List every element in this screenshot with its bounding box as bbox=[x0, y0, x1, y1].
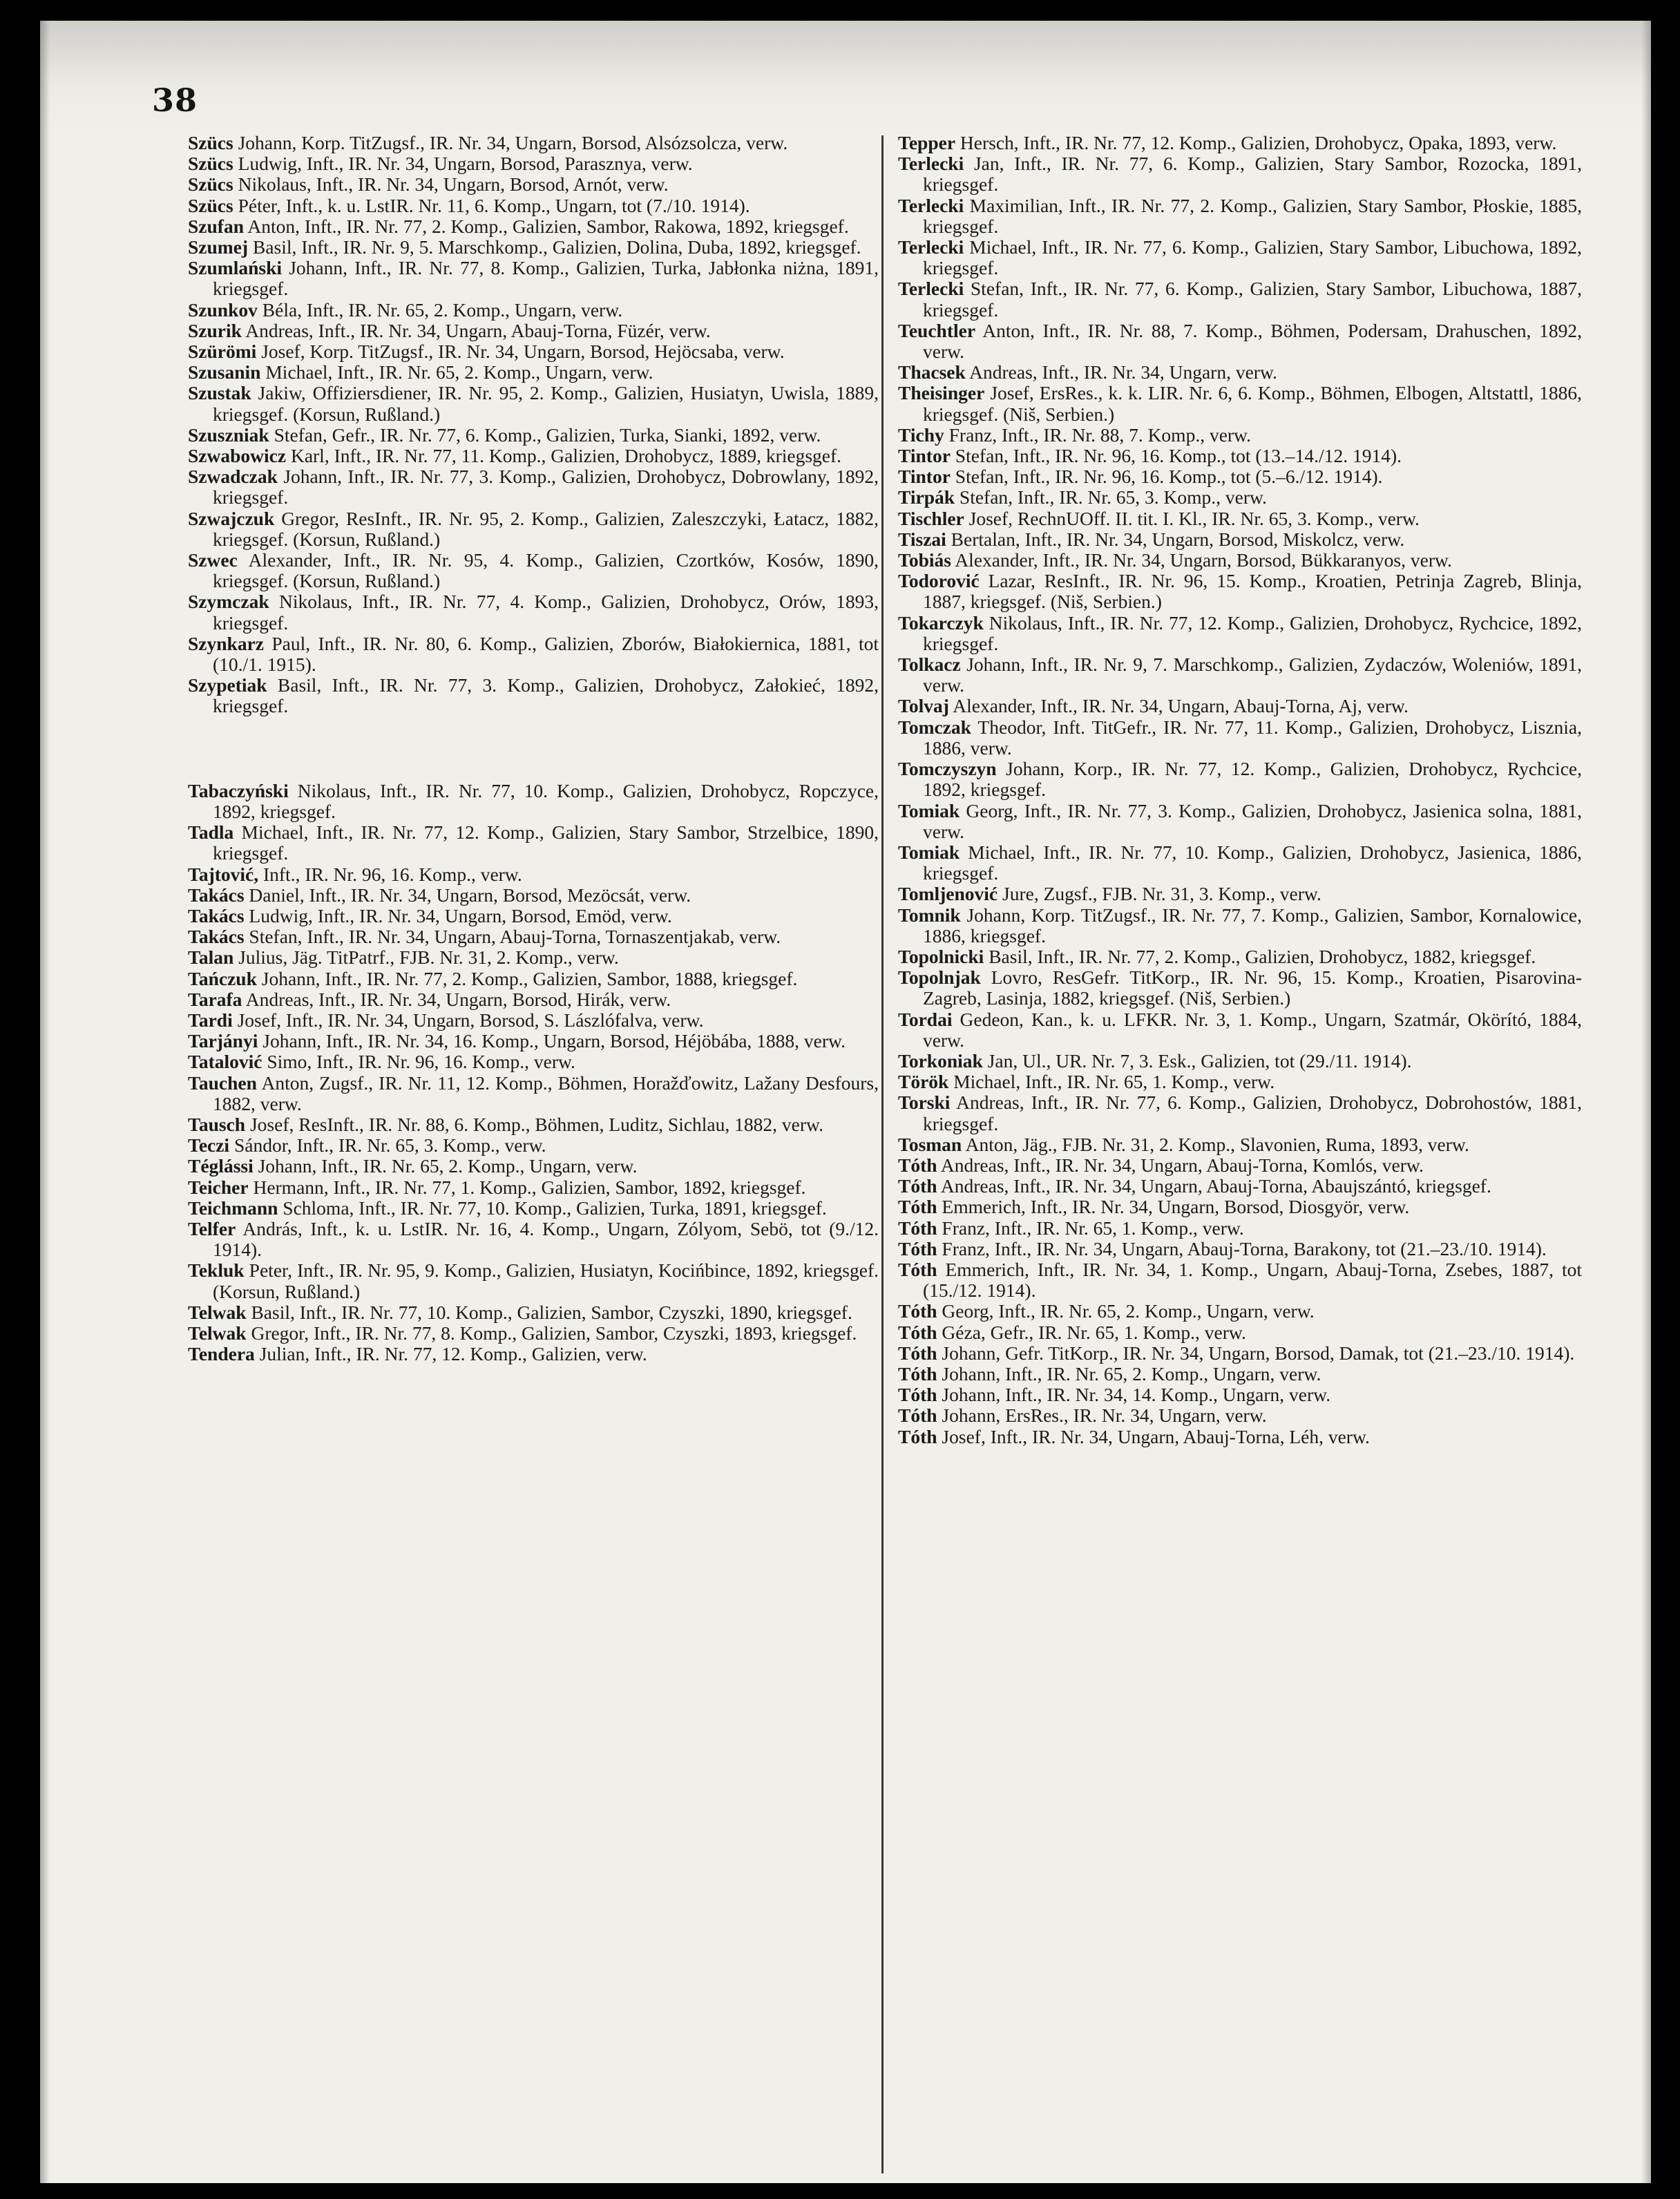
entry-details: Andreas, Inft., IR. Nr. 34, Ungarn, Abauj-Torna, Abaujszántó, kriegsgef. bbox=[937, 1175, 1491, 1197]
entry-details: András, Inft., k. u. LstIR. Nr. 16, 4. Komp., Ungarn, Zólyom, Sebö, tot (9./12. 1914). bbox=[213, 1217, 879, 1261]
entry-surname: Teczi bbox=[188, 1134, 230, 1156]
register-entry bbox=[188, 906, 879, 926]
register-entry bbox=[898, 508, 1582, 529]
entry-details: Andreas, Inft., IR. Nr. 34, Ungarn, verw. bbox=[965, 361, 1277, 383]
right-column bbox=[898, 133, 1582, 1447]
entry-details: Basil, Inft., IR. Nr. 77, 10. Komp., Galizien, Sambor, Czyszki, 1890, kriegsgef. bbox=[246, 1301, 852, 1323]
entry-surname: Szücs bbox=[188, 132, 233, 153]
entry-details: Basil, Inft., IR. Nr. 77, 3. Komp., Galizien, Drohobycz, Załokieć, 1892, kriegsgef. bbox=[213, 674, 879, 717]
entry-surname: Szwadczak bbox=[188, 466, 278, 488]
entry-details: Josef, ResInft., IR. Nr. 88, 6. Komp., Böhmen, Luditz, Sichlau, 1882, verw. bbox=[245, 1113, 823, 1135]
entry-surname: Szürömi bbox=[188, 341, 257, 363]
entry-surname: Tokarczyk bbox=[898, 611, 984, 634]
register-entry bbox=[188, 425, 879, 446]
entry-surname: Topolnicki bbox=[898, 945, 984, 967]
entry-details: Anton, Zugsf., IR. Nr. 11, 12. Komp., Böhmen, Horažďowitz, Lažany Desfours, 1882, verw. bbox=[213, 1072, 879, 1114]
entry-details: Jakiw, Offiziersdiener, IR. Nr. 95, 2. Komp., Galizien, Husiatyn, Uwisla, 1889, kriegsgef. (Korsun, Rußland.) bbox=[213, 382, 879, 425]
entry-surname: Telwak bbox=[188, 1322, 247, 1344]
entry-surname: Tóth bbox=[898, 1175, 937, 1197]
entry-details: Inft., IR. Nr. 96, 16. Komp., verw. bbox=[258, 863, 522, 885]
entry-surname: Szumej bbox=[188, 236, 249, 258]
entry-surname: Tomczak bbox=[898, 716, 971, 738]
entry-details: Stefan, Inft., IR. Nr. 65, 3. Komp., verw. bbox=[955, 486, 1267, 508]
left-section-t bbox=[188, 781, 879, 1365]
register-entry bbox=[898, 696, 1582, 716]
entry-details: Johann, Korp. TitZugsf., IR. Nr. 77, 7. Komp., Galizien, Sambor, Kornalowice, 1886, kriegsgef. bbox=[923, 904, 1582, 946]
entry-surname: Tintor bbox=[898, 445, 951, 467]
left-column bbox=[188, 133, 879, 1364]
register-entry bbox=[188, 466, 879, 508]
register-entry bbox=[898, 425, 1582, 446]
entry-surname: Tańczuk bbox=[188, 967, 257, 989]
register-entry bbox=[898, 654, 1582, 696]
register-entry bbox=[188, 634, 879, 675]
entry-surname: Szücs bbox=[188, 173, 233, 196]
entry-details: Julius, Jäg. TitPatrf., FJB. Nr. 31, 2. Komp., verw. bbox=[233, 946, 619, 969]
entry-details: Alexander, Inft., IR. Nr. 34, Ungarn, Abauj-Torna, Aj, verw. bbox=[948, 695, 1409, 717]
entry-surname: Szwajczuk bbox=[188, 507, 275, 529]
register-entry bbox=[188, 1219, 879, 1260]
entry-details: Josef, ErsRes., k. k. LIR. Nr. 6, 6. Komp., Böhmen, Elbogen, Altstattl, 1886, kriegsgef. (Niš, Serbien.) bbox=[923, 382, 1582, 425]
entry-details: Josef, Inft., IR. Nr. 34, Ungarn, Borsod, S. Lászlófalva, verw. bbox=[232, 1009, 704, 1031]
register-entry bbox=[188, 174, 879, 195]
register-entry bbox=[898, 133, 1582, 153]
entry-details: Daniel, Inft., IR. Nr. 34, Ungarn, Borsod, Mezöcsát, verw. bbox=[244, 884, 691, 906]
entry-surname: Szuszniak bbox=[188, 423, 269, 446]
entry-details: Andreas, Inft., IR. Nr. 34, Ungarn, Abauj-Torna, Füzér, verw. bbox=[241, 319, 711, 341]
register-entry bbox=[898, 1259, 1582, 1301]
register-entry bbox=[188, 258, 879, 299]
register-entry bbox=[898, 446, 1582, 466]
register-entry bbox=[898, 1092, 1582, 1134]
register-entry bbox=[188, 1073, 879, 1114]
register-entry bbox=[898, 1051, 1582, 1072]
entry-details: Lazar, ResInft., IR. Nr. 96, 15. Komp., Kroatien, Petrinja Zagreb, Blinja, 1887, kriegsgef. (Niš, Serbien.) bbox=[923, 570, 1582, 613]
entry-details: Stefan, Inft., IR. Nr. 96, 16. Komp., tot (13.–14./12. 1914). bbox=[950, 445, 1402, 467]
register-entry bbox=[898, 967, 1582, 1009]
register-entry bbox=[188, 1031, 879, 1051]
entry-surname: Szwec bbox=[188, 549, 238, 571]
entry-surname: Tóth bbox=[898, 1425, 937, 1447]
register-entry bbox=[188, 675, 879, 716]
entry-details: Johann, Inft., IR. Nr. 77, 2. Komp., Galizien, Sambor, 1888, kriegsgef. bbox=[256, 967, 798, 989]
register-entry bbox=[898, 362, 1582, 383]
entry-details: Johann, Inft., IR. Nr. 65, 2. Komp., Ungarn, verw. bbox=[253, 1155, 638, 1177]
entry-details: Nikolaus, Inft., IR. Nr. 77, 12. Komp., Galizien, Drohobycz, Rychcice, 1892, kriegsgef. bbox=[923, 611, 1582, 654]
entry-surname: Tichy bbox=[898, 423, 944, 446]
register-entry bbox=[188, 362, 879, 383]
entry-surname: Tadla bbox=[188, 821, 234, 844]
entry-surname: Tiszai bbox=[898, 528, 946, 550]
entry-details: Anton, Jäg., FJB. Nr. 31, 2. Komp., Slavonien, Ruma, 1893, verw. bbox=[962, 1133, 1469, 1155]
entry-details: Simo, Inft., IR. Nr. 96, 16. Komp., verw. bbox=[262, 1051, 575, 1073]
entry-surname: Tóth bbox=[898, 1405, 937, 1427]
register-entry bbox=[898, 1134, 1582, 1155]
entry-details: Nikolaus, Inft., IR. Nr. 77, 4. Komp., Galizien, Drohobycz, Orów, 1893, kriegsgef. bbox=[213, 591, 879, 634]
entry-details: Sándor, Inft., IR. Nr. 65, 3. Komp., verw. bbox=[229, 1134, 546, 1156]
entry-surname: Szunkov bbox=[188, 298, 258, 321]
entry-surname: Takács bbox=[188, 884, 245, 906]
register-entry bbox=[188, 781, 879, 822]
entry-details: Ludwig, Inft., IR. Nr. 34, Ungarn, Borsod, Emöd, verw. bbox=[244, 904, 672, 926]
register-entry bbox=[188, 550, 879, 591]
entry-surname: Tomnik bbox=[898, 904, 961, 926]
register-entry bbox=[188, 300, 879, 321]
entry-details: Andreas, Inft., IR. Nr. 34, Ungarn, Borsod, Hirák, verw. bbox=[242, 988, 671, 1010]
entry-surname: Tosman bbox=[898, 1133, 962, 1155]
entry-details: Nikolaus, Inft., IR. Nr. 77, 10. Komp., Galizien, Drohobycz, Ropczyce, 1892, kriegsgef. bbox=[213, 779, 879, 822]
entry-surname: Szumlański bbox=[188, 257, 283, 279]
register-entry bbox=[898, 383, 1582, 424]
register-entry bbox=[898, 153, 1582, 195]
entry-details: Andreas, Inft., IR. Nr. 77, 6. Komp., Galizien, Drohobycz, Dobrohostów, 1881, kriegsgef. bbox=[923, 1092, 1582, 1134]
entry-details: Johann, Korp. TitZugsf., IR. Nr. 34, Ungarn, Borsod, Alsózsolcza, verw. bbox=[233, 132, 788, 153]
entry-details: Basil, Inft., IR. Nr. 9, 5. Marschkomp., Galizien, Dolina, Duba, 1892, kriegsgef. bbox=[248, 236, 861, 258]
entry-surname: Terlecki bbox=[898, 153, 964, 175]
entry-details: Stefan, Inft., IR. Nr. 77, 6. Komp., Galizien, Stary Sambor, Libuchowa, 1887, kriegsgef. bbox=[923, 278, 1582, 321]
register-entry bbox=[188, 1051, 879, 1072]
entry-surname: Tordai bbox=[898, 1008, 953, 1030]
entry-details: Johann, Inft., IR. Nr. 77, 8. Komp., Galizien, Turka, Jabłonka niżna, 1891, kriegsgef. bbox=[213, 257, 879, 300]
entry-surname: Torkoniak bbox=[898, 1049, 983, 1072]
register-entry bbox=[898, 717, 1582, 759]
register-entry bbox=[898, 1239, 1582, 1259]
entry-details: Emmerich, Inft., IR. Nr. 34, 1. Komp., Ungarn, Abauj-Torna, Zsebes, 1887, tot (15./12. 1914). bbox=[923, 1258, 1582, 1302]
entry-details: Basil, Inft., IR. Nr. 77, 2. Komp., Galizien, Drohobycz, 1882, kriegsgef. bbox=[984, 945, 1536, 967]
entry-surname: Terlecki bbox=[898, 194, 964, 216]
register-entry bbox=[898, 1322, 1582, 1343]
column-divider bbox=[881, 135, 884, 2173]
entry-surname: Tarafa bbox=[188, 988, 242, 1010]
entry-surname: Tóth bbox=[898, 1321, 937, 1343]
entry-surname: Takács bbox=[188, 926, 245, 948]
entry-details: Gregor, Inft., IR. Nr. 77, 8. Komp., Galizien, Sambor, Czyszki, 1893, kriegsgef. bbox=[246, 1322, 857, 1344]
entry-surname: Tóth bbox=[898, 1196, 937, 1218]
register-entry bbox=[188, 196, 879, 216]
entry-details: Peter, Inft., IR. Nr. 95, 9. Komp., Galizien, Husiatyn, Kocińbince, 1892, kriegsgef. (Korsun, Rußland.) bbox=[213, 1259, 879, 1302]
register-entry bbox=[898, 321, 1582, 362]
entry-details: Emmerich, Inft., IR. Nr. 34, Ungarn, Borsod, Diosgyör, verw. bbox=[937, 1196, 1410, 1218]
entry-details: Michael, Inft., IR. Nr. 65, 2. Komp., Ungarn, verw. bbox=[260, 361, 653, 383]
entry-details: Franz, Inft., IR. Nr. 34, Ungarn, Abauj-Torna, Barakony, tot (21.–23./10. 1914). bbox=[937, 1237, 1547, 1259]
entry-surname: Teicher bbox=[188, 1176, 249, 1198]
entry-details: Michael, Inft., IR. Nr. 77, 10. Komp., Galizien, Drohobycz, Jasienica, 1886, kriegsgef. bbox=[923, 841, 1582, 884]
entry-details: Michael, Inft., IR. Nr. 77, 6. Komp., Galizien, Stary Sambor, Libuchowa, 1892, kriegsgef. bbox=[923, 236, 1582, 279]
entry-surname: Tomiak bbox=[898, 799, 960, 821]
entry-surname: Szypetiak bbox=[188, 674, 267, 696]
entry-details: Stefan, Gefr., IR. Nr. 77, 6. Komp., Galizien, Turka, Sianki, 1892, verw. bbox=[269, 423, 821, 446]
register-entry bbox=[898, 1343, 1582, 1364]
register-entry bbox=[188, 133, 879, 153]
entry-surname: Telfer bbox=[188, 1217, 236, 1239]
register-entry bbox=[898, 196, 1582, 237]
entry-surname: Tauchen bbox=[188, 1072, 257, 1094]
register-entry bbox=[188, 969, 879, 989]
entry-details: Béla, Inft., IR. Nr. 65, 2. Komp., Ungarn, verw. bbox=[257, 298, 623, 321]
entry-details: Géza, Gefr., IR. Nr. 65, 1. Komp., verw. bbox=[937, 1321, 1246, 1343]
entry-details: Johann, Inft., IR. Nr. 34, 14. Komp., Ungarn, verw. bbox=[937, 1384, 1331, 1406]
register-entry bbox=[898, 466, 1582, 487]
entry-surname: Tomczyszyn bbox=[898, 758, 997, 780]
entry-surname: Tepper bbox=[898, 132, 956, 153]
entry-surname: Szwabowicz bbox=[188, 445, 287, 467]
entry-surname: Szynkarz bbox=[188, 632, 264, 654]
entry-surname: Tóth bbox=[898, 1217, 937, 1239]
register-entry bbox=[188, 446, 879, 466]
entry-details: Michael, Inft., IR. Nr. 77, 12. Komp., Galizien, Stary Sambor, Strzelbice, 1890, kriegsgef. bbox=[213, 821, 879, 864]
register-entry bbox=[898, 1176, 1582, 1197]
register-entry bbox=[898, 801, 1582, 842]
register-entry bbox=[188, 1323, 879, 1344]
register-entry bbox=[898, 571, 1582, 612]
entry-surname: Szücs bbox=[188, 153, 233, 175]
entry-surname: Topolnjak bbox=[898, 967, 981, 989]
entry-details: Alexander, Inft., IR. Nr. 34, Ungarn, Borsod, Bükkaranyos, verw. bbox=[951, 549, 1452, 571]
section-gap bbox=[188, 717, 879, 781]
entry-details: Franz, Inft., IR. Nr. 88, 7. Komp., verw. bbox=[944, 423, 1252, 446]
entry-surname: Takács bbox=[188, 904, 245, 926]
register-entry bbox=[188, 1114, 879, 1135]
register-entry bbox=[898, 1197, 1582, 1217]
entry-surname: Tardi bbox=[188, 1009, 233, 1031]
entry-details: Jan, Ul., UR. Nr. 7, 3. Esk., Galizien, tot (29./11. 1914). bbox=[982, 1049, 1412, 1072]
entry-surname: Tarjányi bbox=[188, 1030, 258, 1052]
register-entry bbox=[898, 905, 1582, 946]
entry-details: Karl, Inft., IR. Nr. 77, 11. Komp., Galizien, Drohobycz, 1889, kriegsgef. bbox=[286, 445, 842, 467]
register-entry bbox=[188, 1302, 879, 1323]
entry-details: Anton, Inft., IR. Nr. 77, 2. Komp., Galizien, Sambor, Rakowa, 1892, kriegsgef. bbox=[244, 215, 849, 237]
entry-surname: Tabaczyński bbox=[188, 779, 289, 801]
entry-details: Josef, Inft., IR. Nr. 34, Ungarn, Abauj-Torna, Léh, verw. bbox=[937, 1425, 1370, 1447]
entry-surname: Teuchtler bbox=[898, 319, 976, 341]
entry-details: Johann, Inft., IR. Nr. 9, 7. Marschkomp., Galizien, Zydaczów, Woleniów, 1891, verw. bbox=[923, 654, 1582, 696]
register-entry bbox=[188, 1198, 879, 1219]
register-entry bbox=[898, 278, 1582, 320]
entry-details: Johann, Inft., IR. Nr. 34, 16. Komp., Ungarn, Borsod, Héjöbába, 1888, verw. bbox=[258, 1030, 846, 1052]
register-entry bbox=[188, 237, 879, 258]
entry-surname: Szustak bbox=[188, 382, 251, 404]
entry-surname: Szücs bbox=[188, 194, 233, 216]
entry-surname: Theisinger bbox=[898, 382, 985, 404]
register-entry bbox=[188, 216, 879, 237]
register-entry bbox=[898, 237, 1582, 278]
register-entry bbox=[898, 1384, 1582, 1405]
entry-details: Gedeon, Kan., k. u. LFKR. Nr. 3, 1. Komp., Ungarn, Szatmár, Okörító, 1884, verw. bbox=[923, 1008, 1582, 1051]
entry-details: Gregor, ResInft., IR. Nr. 95, 2. Komp., Galizien, Zaleszczyki, Łatacz, 1882, kriegsgef. (Korsun, Rußland.) bbox=[213, 507, 879, 550]
entry-details: Georg, Inft., IR. Nr. 77, 3. Komp., Galizien, Drohobycz, Jasienica solna, 1881, verw. bbox=[923, 799, 1582, 842]
register-entry bbox=[898, 1301, 1582, 1322]
entry-details: Jure, Zugsf., FJB. Nr. 31, 3. Komp., verw. bbox=[998, 883, 1321, 905]
register-entry bbox=[898, 884, 1582, 904]
entry-details: Jan, Inft., IR. Nr. 77, 6. Komp., Galizien, Stary Sambor, Rozocka, 1891, kriegsgef. bbox=[923, 153, 1582, 196]
entry-surname: Tóth bbox=[898, 1384, 937, 1406]
entry-details: Johann, ErsRes., IR. Nr. 34, Ungarn, verw. bbox=[937, 1405, 1267, 1427]
register-entry bbox=[898, 1155, 1582, 1176]
entry-details: Franz, Inft., IR. Nr. 65, 1. Komp., verw. bbox=[937, 1217, 1244, 1239]
entry-details: Julian, Inft., IR. Nr. 77, 12. Komp., Galizien, verw. bbox=[254, 1343, 647, 1365]
entry-details: Hermann, Inft., IR. Nr. 77, 1. Komp., Galizien, Sambor, 1892, kriegsgef. bbox=[248, 1176, 806, 1198]
entry-details: Schloma, Inft., IR. Nr. 77, 10. Komp., Galizien, Turka, 1891, kriegsgef. bbox=[278, 1197, 827, 1219]
entry-details: Alexander, Inft., IR. Nr. 95, 4. Komp., Galizien, Czortków, Kosów, 1890, kriegsgef. (Korsun, Rußland.) bbox=[213, 549, 879, 592]
entry-surname: Tirpák bbox=[898, 486, 955, 508]
entry-details: Anton, Inft., IR. Nr. 88, 7. Komp., Böhmen, Podersam, Drahuschen, 1892, verw. bbox=[923, 319, 1582, 363]
entry-details: Andreas, Inft., IR. Nr. 34, Ungarn, Abauj-Torna, Komlós, verw. bbox=[937, 1154, 1424, 1176]
register-entry bbox=[898, 842, 1582, 884]
entry-details: Georg, Inft., IR. Nr. 65, 2. Komp., Ungarn, verw. bbox=[937, 1300, 1315, 1322]
entry-details: Péter, Inft., k. u. LstIR. Nr. 11, 6. Komp., Ungarn, tot (7./10. 1914). bbox=[233, 194, 750, 216]
register-entry bbox=[188, 321, 879, 341]
register-entry bbox=[188, 1260, 879, 1302]
register-entry bbox=[188, 989, 879, 1010]
entry-surname: Tintor bbox=[898, 466, 951, 488]
right-section-t bbox=[898, 133, 1582, 1447]
register-entry bbox=[188, 341, 879, 362]
register-entry bbox=[898, 1218, 1582, 1239]
entry-surname: Torski bbox=[898, 1092, 951, 1114]
entry-surname: Tekluk bbox=[188, 1259, 245, 1282]
register-entry bbox=[188, 885, 879, 906]
register-entry bbox=[898, 529, 1582, 550]
register-entry bbox=[188, 153, 879, 174]
entry-surname: Terlecki bbox=[898, 236, 964, 258]
entry-details: Lovro, ResGefr. TitKorp., IR. Nr. 96, 15. Komp., Kroatien, Pisarovina-Zagreb, Lasinja, 1882, kriegsgef. (Niš, Serbien.) bbox=[923, 967, 1582, 1009]
entry-surname: Todorović bbox=[898, 570, 980, 592]
entry-surname: Tomljenović bbox=[898, 883, 998, 905]
register-entry bbox=[188, 822, 879, 864]
entry-surname: Tóth bbox=[898, 1237, 937, 1259]
register-entry bbox=[898, 759, 1582, 800]
register-entry bbox=[188, 383, 879, 424]
entry-surname: Tajtović, bbox=[188, 863, 259, 885]
entry-details: Josef, RechnUOff. II. tit. I. Kl., IR. Nr. 65, 3. Komp., verw. bbox=[964, 507, 1420, 529]
register-entry bbox=[188, 1010, 879, 1031]
register-entry bbox=[898, 946, 1582, 967]
register-entry bbox=[188, 864, 879, 885]
entry-surname: Tóth bbox=[898, 1362, 937, 1384]
entry-surname: Tobiás bbox=[898, 549, 951, 571]
register-entry bbox=[898, 550, 1582, 571]
register-entry bbox=[898, 613, 1582, 654]
entry-surname: Téglássi bbox=[188, 1155, 254, 1177]
register-entry bbox=[898, 1405, 1582, 1426]
entry-surname: Talan bbox=[188, 946, 234, 969]
register-entry bbox=[188, 1135, 879, 1156]
entry-details: Bertalan, Inft., IR. Nr. 34, Ungarn, Borsod, Miskolcz, verw. bbox=[946, 528, 1405, 550]
entry-details: Ludwig, Inft., IR. Nr. 34, Ungarn, Borsod, Parasznya, verw. bbox=[233, 153, 693, 175]
register-entry bbox=[188, 591, 879, 633]
entry-surname: Tóth bbox=[898, 1258, 937, 1280]
entry-surname: Tendera bbox=[188, 1343, 255, 1365]
left-section-sz bbox=[188, 133, 879, 717]
register-entry bbox=[188, 1156, 879, 1177]
entry-details: Johann, Inft., IR. Nr. 65, 2. Komp., Ungarn, verw. bbox=[937, 1362, 1321, 1384]
entry-surname: Tóth bbox=[898, 1154, 937, 1176]
entry-surname: Tatalović bbox=[188, 1051, 262, 1073]
register-entry bbox=[898, 1072, 1582, 1092]
entry-surname: Szufan bbox=[188, 215, 244, 237]
entry-details: Johann, Inft., IR. Nr. 77, 3. Komp., Galizien, Drohobycz, Dobrowlany, 1892, kriegsgef. bbox=[213, 466, 879, 508]
register-entry bbox=[188, 1344, 879, 1364]
entry-details: Johann, Gefr. TitKorp., IR. Nr. 34, Ungarn, Borsod, Damak, tot (21.–23./10. 1914). bbox=[937, 1342, 1575, 1364]
entry-surname: Tischler bbox=[898, 507, 964, 529]
entry-details: Josef, Korp. TitZugsf., IR. Nr. 34, Ungarn, Borsod, Hejöcsaba, verw. bbox=[256, 341, 785, 363]
page-number: 38 bbox=[152, 82, 198, 119]
entry-surname: Teichmann bbox=[188, 1197, 278, 1219]
entry-surname: Szusanin bbox=[188, 361, 261, 383]
entry-surname: Terlecki bbox=[898, 278, 964, 300]
entry-surname: Tausch bbox=[188, 1113, 246, 1135]
register-entry bbox=[188, 947, 879, 968]
entry-details: Paul, Inft., IR. Nr. 80, 6. Komp., Galizien, Zborów, Białokiernica, 1881, tot (10./1. 1915). bbox=[213, 632, 879, 676]
entry-details: Maximilian, Inft., IR. Nr. 77, 2. Komp., Galizien, Stary Sambor, Płoskie, 1885, kriegsgef. bbox=[923, 194, 1582, 237]
entry-surname: Tomiak bbox=[898, 841, 960, 863]
entry-surname: Thacsek bbox=[898, 361, 966, 383]
entry-details: Stefan, Inft., IR. Nr. 96, 16. Komp., tot (5.–6./12. 1914). bbox=[950, 466, 1383, 488]
register-entry bbox=[188, 1177, 879, 1198]
entry-details: Nikolaus, Inft., IR. Nr. 34, Ungarn, Borsod, Arnót, verw. bbox=[233, 173, 669, 196]
register-entry bbox=[898, 1427, 1582, 1447]
entry-details: Stefan, Inft., IR. Nr. 34, Ungarn, Abauj-Torna, Tornaszentjakab, verw. bbox=[244, 926, 781, 948]
entry-details: Michael, Inft., IR. Nr. 65, 1. Komp., verw. bbox=[948, 1071, 1275, 1093]
register-entry bbox=[188, 926, 879, 947]
entry-surname: Szurik bbox=[188, 319, 242, 341]
entry-details: Hersch, Inft., IR. Nr. 77, 12. Komp., Galizien, Drohobycz, Opaka, 1893, verw. bbox=[955, 132, 1557, 153]
register-entry bbox=[188, 508, 879, 550]
entry-surname: Tóth bbox=[898, 1300, 937, 1322]
entry-surname: Szymczak bbox=[188, 591, 269, 613]
entry-surname: Telwak bbox=[188, 1301, 247, 1323]
entry-surname: Török bbox=[898, 1071, 949, 1093]
entry-details: Johann, Korp., IR. Nr. 77, 12. Komp., Galizien, Drohobycz, Rychcice, 1892, kriegsgef. bbox=[923, 758, 1582, 801]
register-entry bbox=[898, 487, 1582, 508]
entry-surname: Tóth bbox=[898, 1342, 937, 1364]
register-entry bbox=[898, 1364, 1582, 1384]
register-entry bbox=[898, 1009, 1582, 1051]
entry-surname: Tolvaj bbox=[898, 695, 949, 717]
entry-surname: Tolkacz bbox=[898, 654, 961, 676]
entry-details: Theodor, Inft. TitGefr., IR. Nr. 77, 11. Komp., Galizien, Drohobycz, Lisznia, 1886, verw. bbox=[923, 716, 1582, 759]
